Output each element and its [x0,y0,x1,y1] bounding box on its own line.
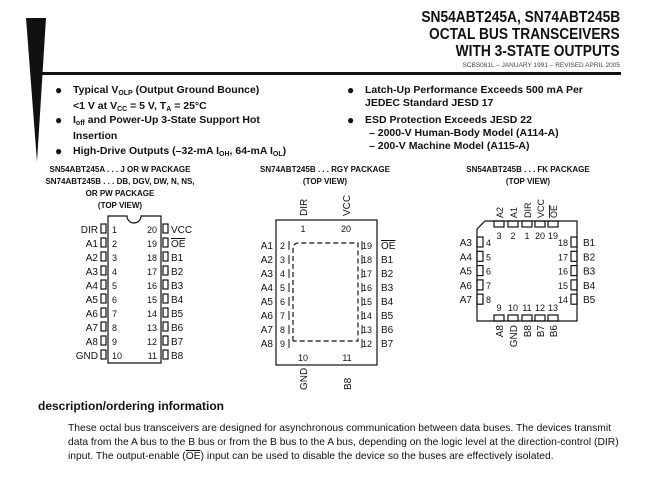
pin-number: 13 [547,303,559,313]
pin-number: 7 [112,309,118,319]
section-heading: description/ordering information [38,399,225,413]
pin-pad [494,221,504,227]
pin-label: B2 [583,252,596,264]
pin-pad [477,266,483,276]
pin-number: 7 [280,311,286,321]
pin-number: 9 [112,337,118,347]
pin-label: VCC [342,194,353,216]
pin-pad [477,251,483,261]
pin-pad [477,237,483,247]
pin-number: 11 [522,303,532,313]
pin-pad [101,252,106,261]
pin-number: 6 [112,295,118,305]
pin-number: 5 [486,252,492,263]
pin-pad [163,266,168,275]
pin-label: B6 [171,323,184,334]
pin-number: 19 [547,231,559,241]
pin-label: B6 [549,325,560,338]
document-id: SCBS081L – JANUARY 1991 – REVISED APRIL 2005 [462,62,620,69]
pin-number: 14 [361,311,372,321]
pin-pad [101,322,106,331]
pin-pad [163,294,168,303]
pin-number: 14 [146,309,157,319]
pin-label: A2 [85,253,98,264]
pin-number: 16 [146,281,157,291]
pin-label: B6 [381,325,394,336]
pin-pad [163,336,168,345]
feature-high-drive: ● High-Drive Outputs (–32-mA $I_{OH}$, 64-mA $I_{OL}$) [55,144,287,158]
pin-number: 16 [557,266,568,277]
pin-label: OE [549,204,559,218]
pin-label: A1 [260,241,273,252]
pin-label: B8 [343,377,354,390]
pin-label: B5 [583,295,596,307]
pin-pad [163,350,168,359]
pin-label: A5 [459,266,472,278]
pin-pad [101,238,106,247]
pin-pad [535,315,545,321]
pin-number: 4 [280,269,286,279]
pin-number: 10 [507,303,519,313]
pin-pad [548,315,558,321]
pin-label: A4 [260,283,273,294]
pin-pad [571,294,577,304]
pin-number: 4 [112,267,118,277]
pin-label: A6 [459,280,472,292]
pin-pad [101,280,106,289]
title-line-1: SN54ABT245A, SN74ABT245B [421,9,620,26]
bullet-icon: ● [347,83,355,97]
pin-pad [101,308,106,317]
pin-label: B5 [171,309,184,320]
pin-label: B7 [536,325,547,338]
feature-latch-up: ● Latch-Up Performance Exceeds 500 mA Per JEDEC Standard JESD 17 [347,83,583,109]
pin-number: 9 [496,303,502,313]
pin-number: 20 [534,231,546,241]
dip-package-heading: SN54ABT245A . . . J OR W PACKAGE SN74ABT245B . . . DB, DGV, DW, N, NS, OR PW PACKAGE (TOP VIEW) [45,165,195,210]
pin-pad [101,224,106,233]
pin-number: 8 [486,295,492,306]
pin-number: 12 [361,339,372,349]
pin-label: A4 [459,252,472,264]
pin-label: A1 [509,206,519,218]
pin-label: B3 [381,283,394,294]
title-line-3: WITH 3-STATE OUTPUTS [456,43,620,60]
pin-pad [535,221,545,227]
pin-label: VCC [171,225,193,236]
pin-label: B5 [381,311,394,322]
pin-label: GND [509,325,520,348]
pin-label: A6 [85,309,98,320]
bullet-icon: ● [55,144,63,158]
bullet-icon: ● [347,113,355,127]
pin-label: DIR [299,198,310,216]
pin-pad [163,280,168,289]
pin-pad [163,322,168,331]
pin-label: OE [171,239,186,250]
pin-label: B1 [381,255,394,266]
pin-number: 15 [557,280,568,291]
pin-number: 18 [146,253,157,263]
pin-pad [101,350,106,359]
pin-number: 12 [146,337,157,347]
pin-number: 9 [280,339,286,349]
pin-number: 17 [361,269,372,279]
pin-label: VCC [536,198,546,218]
pin-number: 15 [146,295,157,305]
pin-number: 15 [361,297,372,307]
pin-label: B3 [583,266,596,278]
pin-pad [571,280,577,290]
pin-label: A8 [85,337,98,348]
pin-pad [571,251,577,261]
pin-number: 1 [524,231,530,241]
pin-label: A8 [260,339,273,350]
pin-label: B1 [583,238,596,249]
bullet-icon: ● [55,113,63,127]
pin-number: 2 [510,231,516,241]
pin-number: 8 [280,325,286,335]
pin-label: OE [381,241,396,252]
pin-number: 1 [112,225,118,235]
pin-number: 1 [300,224,306,234]
fk-package-heading: SN54ABT245B . . . FK PACKAGE (TOP VIEW) [466,165,590,186]
pin-label: B2 [171,267,184,278]
pin-number: 3 [112,253,118,263]
feature-volp: ● Typical $V_{OLP}$ (Output Ground Bounce) <1 V at $V_{CC} = 5$ V, $T_A = 25^\circ C$ [55,83,260,113]
pin-label: A7 [459,295,472,307]
pin-number: 2 [280,241,286,251]
pin-pad [508,315,518,321]
pin-number: 16 [361,283,372,293]
pin-label: A7 [260,325,273,336]
pin-label: A2 [260,255,273,266]
pin-pad [477,280,483,290]
pin-pad [163,252,168,261]
pin-label: A3 [459,238,472,249]
pin-number: 17 [146,267,157,277]
feature-esd: ● ESD Protection Exceeds JESD 22 – 2000-V Human-Body Model (A114-A) – 200-V Machine Model (A115-A) [347,113,559,152]
pin-pad [522,315,532,321]
pin-label: DIR [523,202,533,218]
pin-number: 19 [146,239,157,249]
pin-number: 18 [361,255,372,265]
pin-label: A5 [85,295,98,306]
pin-label: GND [299,367,310,390]
pin-number: 6 [486,266,492,277]
pin-number: 13 [146,323,157,333]
pin-label: B3 [171,281,184,292]
pin-pad [163,308,168,317]
rgy-package-heading: SN74ABT245B . . . RGY PACKAGE (TOP VIEW) [260,165,390,186]
pin-number: 6 [280,297,286,307]
pin-pad [163,224,168,233]
pin-label: A3 [260,269,273,280]
pin-number: 19 [361,241,372,251]
pin-pad [101,336,106,345]
pin-label: A1 [85,239,98,250]
title-line-2: OCTAL BUS TRANSCEIVERS [429,26,620,43]
pin-label: A6 [260,311,273,322]
pin-label: B4 [583,280,596,292]
pin-number: 12 [534,303,546,313]
pin-label: A5 [260,297,273,308]
pin-label: B1 [171,253,184,264]
pin-number: 2 [112,239,118,249]
pin-label: A4 [85,281,98,292]
pin-label: DIR [80,225,98,236]
pin-number: 4 [486,238,492,248]
bullet-icon: ● [55,83,63,97]
pin-label: B2 [381,269,394,280]
pin-number: 20 [146,225,157,235]
pin-number: 18 [557,238,568,248]
pin-label: A3 [85,267,98,278]
pin-pad [548,221,558,227]
pin-pad [477,294,483,304]
pin-label: B8 [523,325,534,338]
pin-number: 7 [486,280,492,291]
pin-number: 10 [297,353,309,363]
pin-number: 14 [557,295,568,306]
pin-pad [571,237,577,247]
pin-label: A8 [495,325,506,338]
pin-pad [508,221,518,227]
pin-number: 11 [147,351,157,361]
pin-label: B4 [171,295,184,306]
pin-label: B7 [381,339,394,350]
pin-pad [522,221,532,227]
pin-number: 3 [280,255,286,265]
pin-label: GND [75,351,98,362]
pin-number: 8 [112,323,118,333]
thermal-pad-outline [293,243,358,341]
pin-number: 10 [112,351,123,361]
pin-number: 5 [280,283,286,293]
pin-pad [571,266,577,276]
pin-pad [163,238,168,247]
feature-ioff: ● $I_{off}$ and Power-Up 3-State Support Hot Insertion [55,113,260,142]
pin-label: B8 [171,351,184,362]
pin-pad [494,315,504,321]
pin-number: 13 [361,325,372,335]
description-paragraph: These octal bus transceivers are designed for asynchronous communication between data buses. The devices transmit data from the A bus to the B bus or from the B bus to the A bus, depending on the logic level at the direction-control (DIR) input. The output-enable $(\overline{OE})$ input can be used to disable the device so the buses are effectively isolated. [68,423,619,462]
pin-number: 11 [342,353,352,363]
pin-label: A7 [85,323,98,334]
pin-pad [101,294,106,303]
pin-pad [101,266,106,275]
pin-label: A2 [495,206,505,218]
pin-label: B7 [171,337,184,348]
pin-number: 17 [557,252,568,263]
pin-number: 20 [340,224,352,234]
pin-label: B4 [381,297,394,308]
pin-number: 3 [496,231,502,241]
pin-number: 5 [112,281,118,291]
